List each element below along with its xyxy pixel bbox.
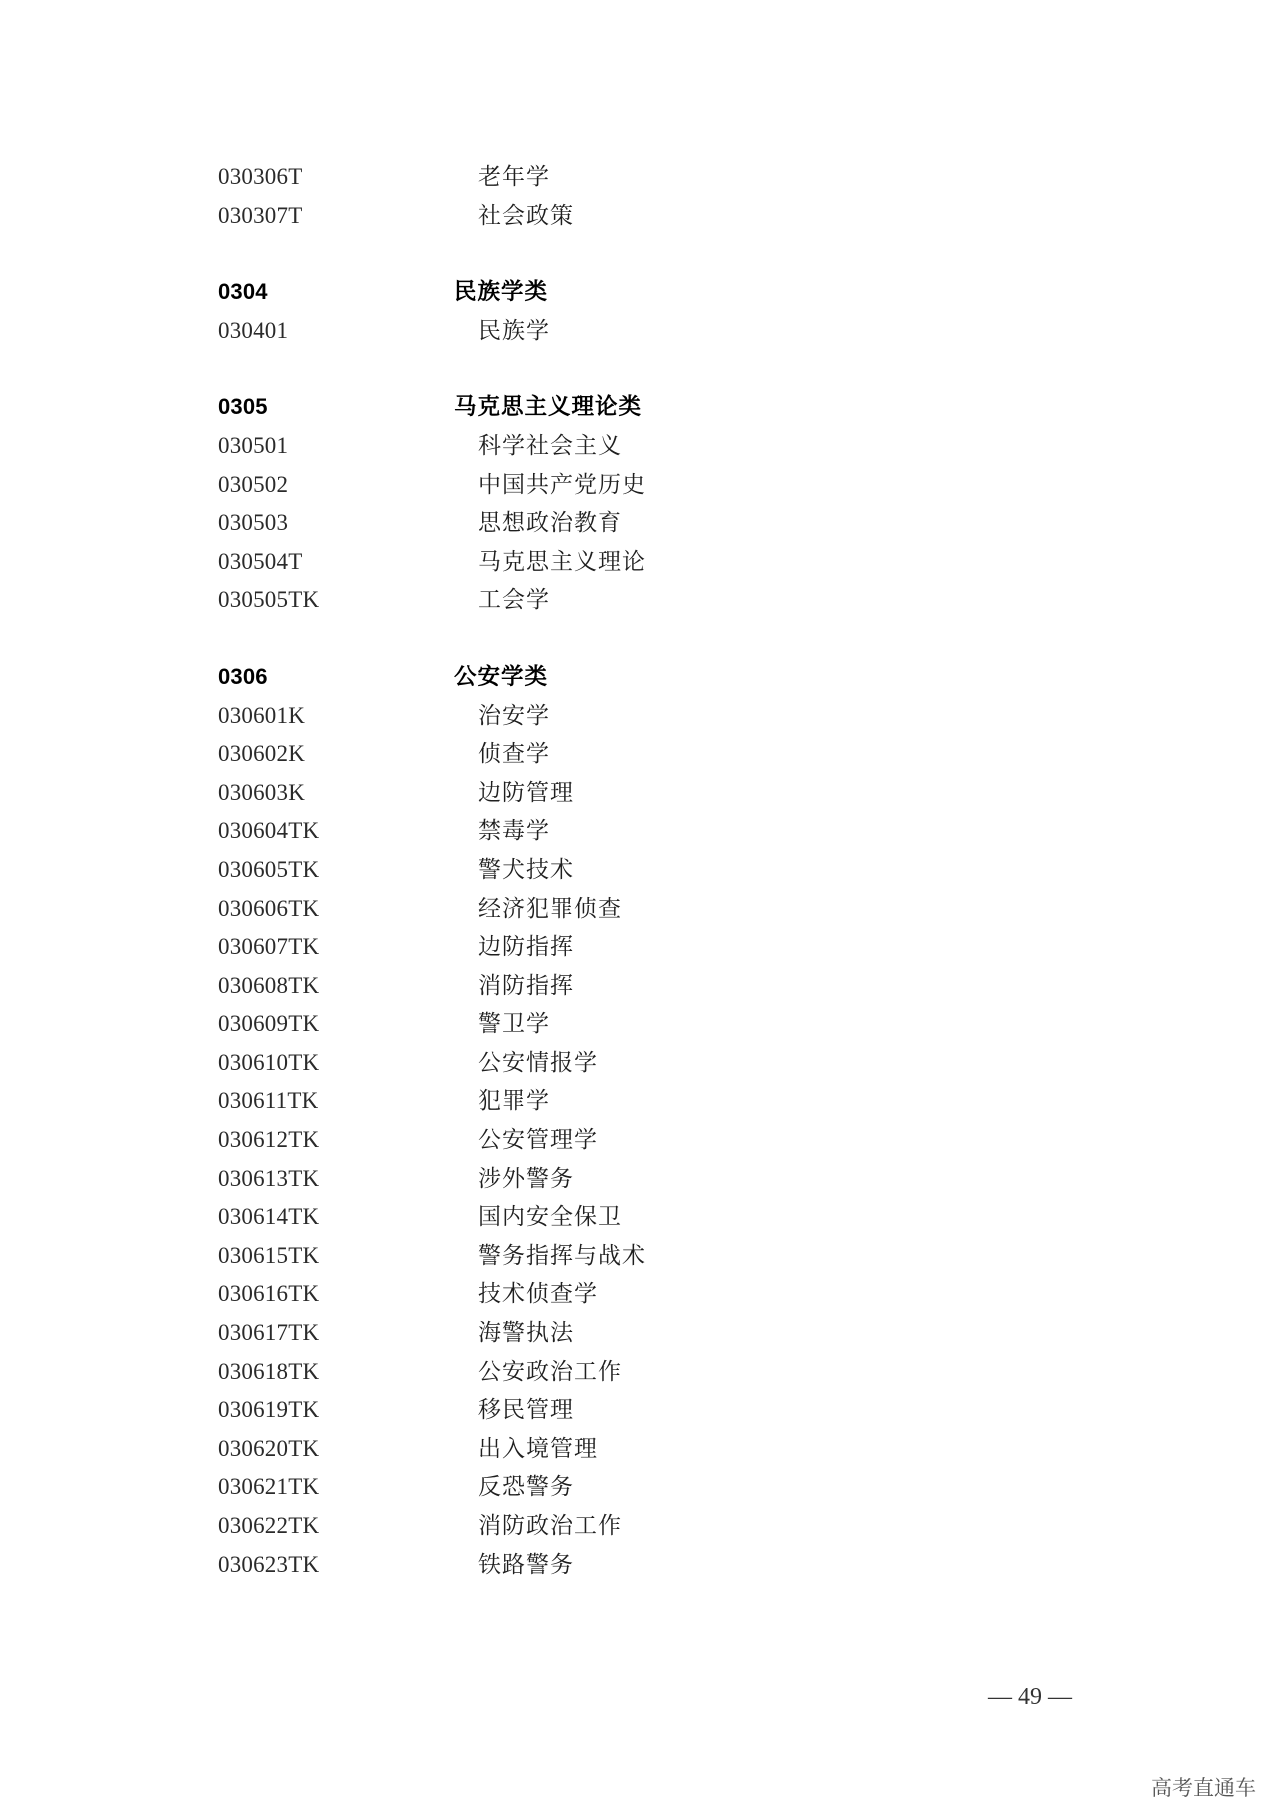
category-name: 马克思主义理论类 [454, 394, 643, 421]
major-code: 030618TK [218, 1358, 320, 1384]
major-row [218, 1121, 978, 1160]
major-row [218, 1430, 978, 1469]
major-row [218, 312, 978, 351]
major-name: 铁路警务 [478, 1551, 574, 1578]
major-name: 移民管理 [478, 1397, 574, 1424]
major-code: 030612TK [218, 1127, 320, 1153]
major-name: 社会政策 [478, 202, 574, 229]
major-name: 消防指挥 [478, 972, 574, 999]
major-row [218, 1353, 978, 1392]
major-name: 公安政治工作 [478, 1358, 622, 1385]
major-row [218, 543, 978, 582]
major-name: 技术侦查学 [478, 1281, 598, 1308]
major-row [218, 1275, 978, 1314]
major-row [218, 1546, 978, 1585]
major-name: 科学社会主义 [478, 432, 622, 459]
major-row [218, 504, 978, 543]
major-code: 030623TK [218, 1551, 320, 1577]
major-code: 030614TK [218, 1204, 320, 1230]
major-code: 030615TK [218, 1242, 320, 1268]
category-row [218, 388, 978, 427]
major-code: 030505TK [218, 587, 320, 613]
category-code: 0306 [218, 663, 268, 689]
major-row [218, 1391, 978, 1430]
major-name: 国内安全保卫 [478, 1204, 622, 1231]
major-name: 警卫学 [478, 1011, 550, 1038]
major-code: 030608TK [218, 972, 320, 998]
major-name: 经济犯罪侦查 [478, 895, 622, 922]
major-name: 边防指挥 [478, 934, 574, 961]
section [218, 658, 978, 1584]
major-code: 030605TK [218, 856, 320, 882]
major-name: 民族学 [478, 317, 550, 344]
major-code: 030616TK [218, 1281, 320, 1307]
major-row [218, 427, 978, 466]
major-name: 工会学 [478, 587, 550, 614]
major-row [218, 890, 978, 929]
major-code: 030602K [218, 741, 306, 767]
major-code: 030502 [218, 471, 289, 497]
major-name: 侦查学 [478, 741, 550, 768]
major-code: 030601K [218, 702, 306, 728]
major-name: 思想政治教育 [478, 510, 622, 537]
major-name: 反恐警务 [478, 1474, 574, 1501]
major-code: 030603K [218, 779, 306, 805]
major-name: 公安情报学 [478, 1049, 598, 1076]
major-row [218, 197, 978, 236]
major-name: 出入境管理 [478, 1435, 598, 1462]
major-row [218, 466, 978, 505]
major-code: 030606TK [218, 895, 320, 921]
major-row [218, 1005, 978, 1044]
major-row [218, 1198, 978, 1237]
section [218, 388, 978, 620]
major-row [218, 735, 978, 774]
major-code: 030607TK [218, 934, 320, 960]
category-row [218, 273, 978, 312]
category-code: 0305 [218, 394, 268, 420]
major-code: 030621TK [218, 1474, 320, 1500]
major-name: 公安管理学 [478, 1127, 598, 1154]
major-name: 马克思主义理论 [478, 548, 646, 575]
major-name: 警犬技术 [478, 856, 574, 883]
major-code: 030611TK [218, 1088, 319, 1114]
major-name: 禁毒学 [478, 818, 550, 845]
major-name: 海警执法 [478, 1320, 574, 1347]
major-code: 030501 [218, 432, 289, 458]
category-code: 0304 [218, 279, 268, 305]
major-row [218, 1507, 978, 1546]
major-name: 犯罪学 [478, 1088, 550, 1115]
major-name: 老年学 [478, 164, 550, 190]
major-code: 030620TK [218, 1435, 320, 1461]
major-code: 030622TK [218, 1513, 320, 1538]
category-name: 公安学类 [454, 663, 549, 690]
section [218, 158, 978, 235]
major-code: 030609TK [218, 1011, 320, 1037]
major-row [218, 1044, 978, 1083]
major-code: 030613TK [218, 1165, 320, 1191]
major-row [218, 851, 978, 890]
major-code: 030604TK [218, 818, 320, 844]
major-code: 030307T [218, 202, 303, 228]
major-name: 涉外警务 [478, 1165, 574, 1192]
major-row [218, 581, 978, 620]
major-name: 警务指挥与战术 [478, 1242, 646, 1269]
major-row [218, 1468, 978, 1507]
major-code: 030619TK [218, 1397, 320, 1423]
category-name: 民族学类 [454, 279, 549, 306]
major-list [218, 158, 978, 1622]
major-row [218, 812, 978, 851]
major-code: 030617TK [218, 1320, 320, 1346]
major-row [218, 158, 978, 197]
watermark: 高考直通车 [1151, 1776, 1256, 1800]
category-row [218, 658, 978, 697]
major-code: 030504T [218, 548, 303, 574]
major-row [218, 697, 978, 736]
major-code: 030610TK [218, 1049, 320, 1075]
page-number: — 49 — [988, 1684, 1072, 1710]
major-row [218, 1314, 978, 1353]
major-name: 消防政治工作 [478, 1513, 622, 1539]
major-row [218, 1237, 978, 1276]
major-code: 030503 [218, 510, 289, 536]
major-row [218, 1082, 978, 1121]
major-row [218, 774, 978, 813]
section [218, 273, 978, 350]
major-name: 治安学 [478, 702, 550, 729]
major-row [218, 1160, 978, 1199]
major-name: 中国共产党历史 [478, 471, 646, 498]
major-row [218, 967, 978, 1006]
major-code: 030401 [218, 317, 289, 343]
major-name: 边防管理 [478, 779, 574, 806]
major-row [218, 928, 978, 967]
major-code: 030306T [218, 164, 303, 189]
